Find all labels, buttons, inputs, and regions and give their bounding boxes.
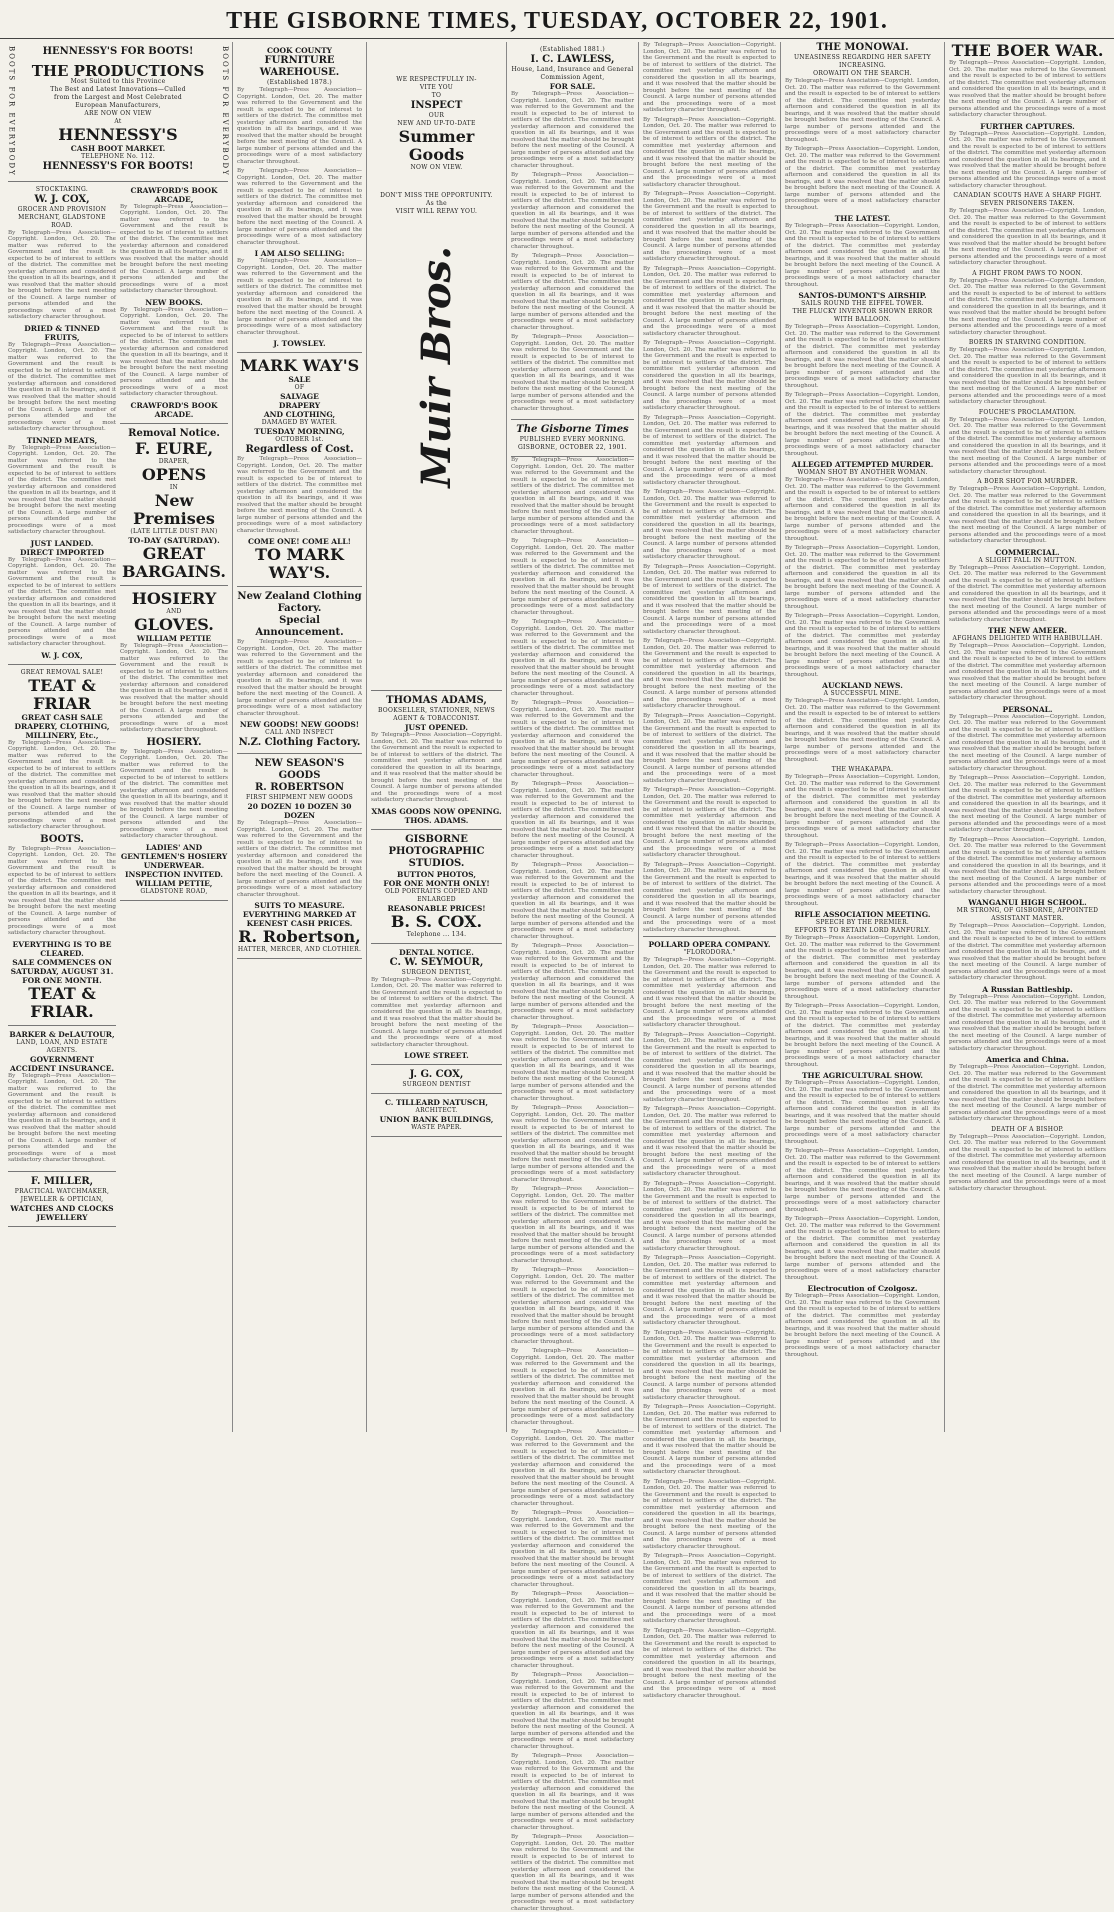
rifle: RIFLE ASSOCIATION MEETING. (794, 910, 931, 919)
seymour: C. W. SEYMOUR, (389, 956, 484, 968)
hennessy-bottom-banner: HENNESSY'S FOR BOOTS! (42, 161, 194, 172)
telephone: Telephone ... 134. (406, 930, 467, 938)
p12: By Telegraph—Press Association—Copyright. London, Oct. 20. The matter was referred to the Government and the result is expected to be of interest to settlers of the district. The committee met yesterday afternoon and considered the question in all its bearings, and it was resolved that the matter should be brought before the next meeting of the Council. A large number of persons attended and the proceedings were of a most satisfactory character throughout. (643, 861, 776, 933)
monowai: THE MONOWAI. (816, 42, 909, 53)
furniture: FURNITURE (264, 55, 335, 66)
p5: By Telegraph—Press Association—Copyright. London, Oct. 20. The matter was referred to the Government and the result is expected to be of interest to settlers of the district. The committee met yesterday afternoon and considered the question in all its bearings, and it was resolved that the matter should be brought before the next meeting of the Council. A large number of persons attended and the proceedings were of a most satisfactory character throughout. (785, 392, 940, 457)
boer-war: THE BOER WAR. (951, 41, 1104, 60)
p20: By Telegraph—Press Association—Copyright. London, Oct. 20. The matter was referred to the Government and the result is expected to be of interest to settlers of the district. The committee met yesterday afternoon and considered the question in all its bearings, and it was resolved that the matter should be brought before the next meeting of the Council. A large number of persons attended and the proceedings were of a most satisfactory character throughout. (643, 1478, 776, 1550)
whakapapa: THE WHAKAPAPA. (831, 766, 894, 773)
bargains: BARGAINS. (122, 561, 226, 581)
column-2 (232, 42, 366, 1432)
alleged: ALLEGED ATTEMPTED MURDER. (791, 460, 934, 469)
p10: By Telegraph—Press Association—Copyright. London, Oct. 20. The matter was referred to the Government and the result is expected to be of interest to settlers of the district. The committee met yesterday afternoon and considered the question in all its bearings, and it was resolved that the matter should be brought before the next meeting of the Council. A large number of persons attended and the proceedings were of a most satisfactory character throughout. (643, 712, 776, 784)
slight-fall: A SLIGHT FALL IN MUTTON. (978, 556, 1077, 564)
new-goods: NEW GOODS! NEW GOODS! (239, 720, 360, 729)
dental-body: By Telegraph—Press Association—Copyright. London, Oct. 20. The matter was referred to the Government and the result is expected to be of interest to settlers of the district. The committee met yesterday afternoon and considered the question in all its bearings, and it was resolved that the matter should be brought before the next meeting of the Council. A large number of persons attended and the proceedings were of a most satisfactory character throughout. (371, 976, 502, 1048)
canadian: CANADIAN SCOUTS HAVE A SHARP FIGHT. (953, 192, 1102, 199)
pettie-ad (120, 586, 228, 901)
mark-body: By Telegraph—Press Association—Copyright. London, Oct. 20. The matter was referred to the Government and the result is expected to be of interest to settlers of the district. The committee met yesterday afternoon and considered the question in all its bearings, and it was resolved that the matter should be brought before the next meeting of the Council. A large number of persons attended and the proceedings were of a most satisfactory character throughout. (237, 456, 362, 534)
p8: By Telegraph—Press Association—Copyright. London, Oct. 20. The matter was referred to the Government and the result is expected to be of interest to settlers of the district. The committee met yesterday afternoon and considered the question in all its bearings, and it was resolved that the matter should be brought before the next meeting of the Council. A large number of persons attended and the proceedings were of a most satisfactory character throughout. (643, 563, 776, 635)
p12: By Telegraph—Press Association—Copyright. London, Oct. 20. The matter was referred to the Government and the result is expected to be of interest to settlers of the district. The committee met yesterday afternoon and considered the question in all its bearings, and it was resolved that the matter should be brought before the next meeting of the Council. A large number of persons attended and the proceedings were of a most satisfactory character throughout. (785, 935, 940, 1000)
p16: By Telegraph—Press Association—Copyright. London, Oct. 20. The matter was referred to the Government and the result is expected to be of interest to settlers of the district. The committee met yesterday afternoon and considered the question in all its bearings, and it was resolved that the matter should be brought before the next meeting of the Council. A large number of persons attended and the proceedings were of a most satisfactory character throughout. (511, 1672, 634, 1750)
personal: PERSONAL. (1002, 704, 1053, 714)
established: (Established 1881.) (540, 46, 605, 53)
new-books: NEW BOOKS. (145, 297, 203, 307)
woman: WOMAN SHOT BY ANOTHER WOMAN. (797, 469, 928, 476)
hosiery: HOSIERY (131, 588, 217, 608)
crawford-ad (120, 182, 228, 424)
mark-ways: MARK WAY'S (239, 356, 360, 375)
death: DEATH OF A BISHOP. (991, 1125, 1064, 1133)
cox-body-3: By Telegraph—Press Association—Copyright. London, Oct. 20. The matter was referred to the Government and the result is expected to be of interest to settlers of the district. The committee met yesterday afternoon and considered the question in all its bearings, and it was resolved that the matter should be brought before the next meeting of the Council. A large number of persons attended and the proceedings were of a most satisfactory character throughout. (8, 444, 116, 536)
cox-body: By Telegraph—Press Association—Copyright. London, Oct. 20. The matter was referred to the Government and the result is expected to be of interest to settlers of the district. The committee met yesterday afternoon and considered the question in all its bearings, and it was resolved that the matter should be brought before the next meeting of the Council. A large number of persons attended and the proceedings were of a most satisfactory character throughout. (8, 229, 116, 321)
p2: By Telegraph—Press Association—Copyright. London, Oct. 20. The matter was referred to the Government and the result is expected to be of interest to settlers of the district. The committee met yesterday afternoon and considered the question in all its bearings, and it was resolved that the matter should be brought before the next meeting of the Council. A large number of persons attended and the proceedings were of a most satisfactory character throughout. (643, 116, 776, 188)
xmas: XMAS GOODS NOW OPENING. (371, 806, 502, 816)
boer-shot: A BOER SHOT FOR MURDER. (977, 478, 1078, 485)
boers: BOERS IN STARVING CONDITION. (968, 339, 1087, 346)
col1-two-up (8, 182, 228, 1227)
crawford: CRAWFORD'S BOOK ARCADE, (130, 185, 218, 204)
cook-body-3: By Telegraph—Press Association—Copyright. London, Oct. 20. The matter was referred to the Government and the result is expected to be of interest to settlers of the district. The committee met yesterday afternoon and considered the question in all its bearings, and it was resolved that the matter should be brought before the next meeting of the Council. A large number of persons attended and the proceedings were of a most satisfactory character throughout. (237, 258, 362, 336)
regardless: Regardless of Cost. (245, 444, 354, 455)
orowaiti: OROWAITI ON THE SEARCH. (813, 70, 912, 77)
and: AND (166, 607, 182, 615)
cox-item-1: DRIED & TINNED FRUITS, (24, 323, 100, 342)
p5: By Telegraph—Press Association—Copyright. London, Oct. 20. The matter was referred to the Government and the result is expected to be of interest to settlers of the district. The committee met yesterday afternoon and considered the question in all its bearings, and it was resolved that the matter should be brought before the next meeting of the Council. A large number of persons attended and the proceedings were of a most satisfactory character throughout. (643, 340, 776, 411)
side-text-left: BOOTS FOR EVERYBODY (7, 46, 16, 177)
commercial: COMMERCIAL. (995, 547, 1060, 557)
crawford-body-2: By Telegraph—Press Association—Copyright. London, Oct. 20. The matter was referred to the Government and the result is expected to be of interest to settlers of the district. The committee met yesterday afternoon and considered the question in all its bearings, and it was resolved that the matter should be brought before the next meeting of the Council. A large number of persons attended and the proceedings were of a most satisfactory character throughout. (120, 306, 228, 398)
date: GISBORNE, OCTOBER 22, 1901. (517, 444, 628, 451)
p4: By Telegraph—Press Association—Copyright. London, Oct. 20. The matter was referred to the Government and the result is expected to be of interest to settlers of the district. The committee met yesterday afternoon and considered the question in all its bearings, and it was resolved that the matter should be brought before the next meeting of the Council. A large number of persons attended and the proceedings were of a most satisfactory character throughout. (785, 324, 940, 389)
everything-2: EVERYTHING MARKED AT KEENEST CASH PRICES. (242, 910, 357, 928)
union: UNION BANK BUILDINGS, (379, 1115, 494, 1124)
barker: BARKER & DeLAUTOUR, (9, 1029, 115, 1039)
sails: SAILS ROUND THE EIFFEL TOWER. (801, 300, 924, 307)
p22: By Telegraph—Press Association—Copyright. London, Oct. 20. The matter was referred to the Government and the result is expected to be of interest to settlers of the district. The committee met yesterday afternoon and considered the question in all its bearings, and it was resolved that the matter should be brought before the next meeting of the Council. A large number of persons attended and the proceedings were of a most satisfactory character throughout. (643, 1627, 776, 1699)
damaged: DAMAGED BY WATER. (261, 419, 338, 426)
dental-ad (371, 944, 502, 1066)
p13: By Telegraph—Press Association—Copyright. London, Oct. 20. The matter was referred to the Government and the result is expected to be of interest to settlers of the district. The committee met yesterday afternoon and considered the question in all its bearings, and it was resolved that the matter should be brought before the next meeting of the Council. A large number of persons attended and the proceedings were of a most satisfactory character throughout. (785, 1003, 940, 1068)
santos: SANTOS-DUMONT'S AIRSHIP. (798, 291, 927, 300)
p2: By Telegraph—Press Association—Copyright. London, Oct. 20. The matter was referred to the Government and the result is expected to be of interest to settlers of the district. The committee met yesterday afternoon and considered the question in all its bearings, and it was resolved that the matter should be brought before the next meeting of the Council. A large number of persons attended and the proceedings were of a most satisfactory character throughout. (511, 538, 634, 616)
fight: A FIGHT FROM PAWS TO NOON. (972, 269, 1083, 277)
p18: By Telegraph—Press Association—Copyright. London, Oct. 20. The matter was referred to the Government and the result is expected to be of interest to settlers of the district. The committee met yesterday afternoon and considered the question in all its bearings, and it was resolved that the matter should be brought before the next meeting of the Council. A large number of persons attended and the proceedings were of a most satisfactory character throughout. (511, 1834, 634, 1912)
p21: By Telegraph—Press Association—Copyright. London, Oct. 20. The matter was referred to the Government and the result is expected to be of interest to settlers of the district. The committee met yesterday afternoon and considered the question in all its bearings, and it was resolved that the matter should be brought before the next meeting of the Council. A large number of persons attended and the proceedings were of a most satisfactory character throughout. (643, 1553, 776, 1624)
nz-body: By Telegraph—Press Association—Copyright. London, Oct. 20. The matter was referred to the Government and the result is expected to be of interest to settlers of the district. The committee met yesterday afternoon and considered the question in all its bearings, and it was resolved that the matter should be brought before the next meeting of the Council. A large number of persons attended and the proceedings were of a most satisfactory character throughout. (237, 639, 362, 717)
p9: By Telegraph—Press Association—Copyright. London, Oct. 20. The matter was referred to the Government and the result is expected to be of interest to settlers of the district. The committee met yesterday afternoon and considered the question in all its bearings, and it was resolved that the matter should be brought before the next meeting of the Council. A large number of persons attended and the proceedings were of a most satisfactory character throughout. (643, 638, 776, 709)
robertson-body: By Telegraph—Press Association—Copyright. London, Oct. 20. The matter was referred to the Government and the result is expected to be of interest to settlers of the district. The committee met yesterday afternoon and considered the question in all its bearings, and it was resolved that the matter should be brought before the next meeting of the Council. A large number of persons attended and the proceedings were of a most satisfactory character throughout. (237, 820, 362, 898)
thomas-sub: BOOKSELLER, STATIONER, NEWS AGENT & TOBACCONIST. (377, 707, 496, 722)
come-one: COME ONE! COME ALL! (248, 537, 351, 546)
p4: By Telegraph—Press Association—Copyright. London, Oct. 20. The matter was referred to the Government and the result is expected to be of interest to settlers of the district. The committee met yesterday afternoon and considered the question in all its bearings, and it was resolved that the matter should be brought before the next meeting of the Council. A large number of persons attended and the proceedings were of a most satisfactory character throughout. (511, 700, 634, 778)
p7: By Telegraph—Press Association—Copyright. London, Oct. 20. The matter was referred to the Government and the result is expected to be of interest to settlers of the district. The committee met yesterday afternoon and considered the question in all its bearings, and it was resolved that the matter should be brought before the next meeting of the Council. A large number of persons attended and the proceedings were of a most satisfactory character throughout. (511, 943, 634, 1021)
our: OUR (428, 112, 445, 119)
p4: By Telegraph—Press Association—Copyright. London, Oct. 20. The matter was referred to the Government and the result is expected to be of interest to settlers of the district. The committee met yesterday afternoon and considered the question in all its bearings, and it was resolved that the matter should be brought before the next meeting of the Council. A large number of persons attended and the proceedings were of a most satisfactory character throughout. (643, 265, 776, 337)
natusch-ad (371, 1094, 502, 1137)
side-text-right: BOOTS FOR EVERYBODY (221, 46, 229, 177)
cox-sub: GROCER AND PROVISION MERCHANT, GLADSTONE ROAD. (17, 205, 107, 229)
to: TO (431, 92, 442, 99)
special: Special Announcement. (255, 615, 344, 638)
column-7 (944, 42, 1110, 1432)
newspaper-masthead: THE GISBORNE TIMES, TUESDAY, OCTOBER 22, 1901. (0, 8, 1114, 39)
vite: VITE YOU (419, 84, 454, 91)
visit: VISIT WILL REPAY YOU. (395, 208, 478, 215)
p17: By Telegraph—Press Association—Copyright. London, Oct. 20. The matter was referred to the Government and the result is expected to be of interest to settlers of the district. The committee met yesterday afternoon and considered the question in all its bearings, and it was resolved that the matter should be brought before the next meeting of the Council. A large number of persons attended and the proceedings were of a most satisfactory character throughout. (643, 1255, 776, 1326)
surgeon: SURGEON DENTIST, (401, 968, 472, 976)
cox-heading: W. J. COX, (34, 193, 90, 205)
clothing: AND CLOTHING, (263, 410, 336, 419)
p16: By Telegraph—Press Association—Copyright. London, Oct. 20. The matter was referred to the Government and the result is expected to be of interest to settlers of the district. The committee met yesterday afternoon and considered the question in all its bearings, and it was resolved that the matter should be brought before the next meeting of the Council. A large number of persons attended and the proceedings were of a most satisfactory character throughout. (643, 1180, 776, 1252)
thos: THOS. ADAMS. (404, 815, 469, 825)
new-seasons: NEW SEASON'S GOODS (254, 758, 345, 781)
pollard-heading: POLLARD OPERA COMPANY. (648, 940, 771, 949)
productions-heading: THE PRODUCTIONS (31, 62, 205, 80)
afghans: AFGHANS DELIGHTED WITH HABIBULLAH. (952, 635, 1103, 642)
lawless-body: By Telegraph—Press Association—Copyright. London, Oct. 20. The matter was referred to the Government and the result is expected to be of interest to settlers of the district. The committee met yesterday afternoon and considered the question in all its bearings, and it was resolved that the matter should be brought before the next meeting of the Council. A large number of persons attended and the proceedings were of a most satisfactory character throughout. (511, 91, 634, 169)
reasonable: REASONABLE PRICES! (387, 903, 486, 913)
watches: WATCHES AND CLOCKS (10, 1203, 114, 1213)
summer: Summer Goods (398, 127, 475, 164)
p7: By Telegraph—Press Association—Copyright. London, Oct. 20. The matter was referred to the Government and the result is expected to be of interest to settlers of the district. The committee met yesterday afternoon and considered the question in all its bearings, and it was resolved that the matter should be brought before the next meeting of the Council. A large number of persons attended and the proceedings were of a most satisfactory character throughout. (643, 489, 776, 560)
muir-ad (371, 42, 502, 691)
cox-sign: W. J. COX, (41, 650, 83, 660)
p13: By Telegraph—Press Association—Copyright. London, Oct. 20. The matter was referred to the Government and the result is expected to be of interest to settlers of the district. The committee met yesterday afternoon and considered the question in all its bearings, and it was resolved that the matter should be brought before the next meeting of the Council. A large number of persons attended and the proceedings were of a most satisfactory character throughout. (643, 957, 776, 1028)
nz-clothing: New Zealand Clothing Factory. (237, 591, 362, 614)
speech: SPEECH BY THE PREMIER. (815, 919, 910, 926)
p6: By Telegraph—Press Association—Copyright. London, Oct. 20. The matter was referred to the Government and the result is expected to be of interest to settlers of the district. The committee met yesterday afternoon and considered the question in all its bearings, and it was resolved that the matter should be brought before the next meeting of the Council. A large number of persons attended and the proceedings were of a most satisfactory character throughout. (949, 416, 1106, 475)
productions-line-1: Most Suited to this Province (70, 78, 166, 85)
in: IN (169, 483, 179, 491)
divider (643, 936, 776, 937)
drapery: DRAPERY (278, 401, 321, 410)
p1: By Telegraph—Press Association—Copyright. London, Oct. 20. The matter was referred to the Government and the result is expected to be of interest to settlers of the district. The committee met yesterday afternoon and considered the question in all its bearings, and it was resolved that the matter should be brought before the next meeting of the Council. A large number of persons attended and the proceedings were of a most satisfactory character throughout. (785, 78, 940, 143)
cox-item-4: DIRECT IMPORTED (19, 547, 104, 557)
call: CALL AND INSPECT (265, 729, 334, 736)
bscox: B. S. COX. (390, 911, 483, 931)
jewellery: JEWELLERY (36, 1212, 88, 1222)
great-removal: GREAT REMOVAL SALE! (20, 668, 104, 676)
pettie-body-2: By Telegraph—Press Association—Copyright. London, Oct. 20. The matter was referred to the Government and the result is expected to be of interest to settlers of the district. The committee met yesterday afternoon and considered the question in all its bearings, and it was resolved that the matter should be brought before the next meeting of the Council. A large number of persons attended and the proceedings were of a most satisfactory character throughout. (120, 748, 228, 840)
teat-friar-2: TEAT & FRIAR. (28, 983, 96, 1021)
monowai-sub: UNEASINESS REGARDING HER SAFETY INCREASING. (793, 54, 932, 69)
column-4 (506, 42, 638, 1912)
crawford-body: By Telegraph—Press Association—Copyright. London, Oct. 20. The matter was referred to the Government and the result is expected to be of interest to settlers of the district. The committee met yesterday afternoon and considered the question in all its bearings, and it was resolved that the matter should be brought before the next meeting of the Council. A large number of persons attended and the proceedings were of a most satisfactory character throughout. (120, 203, 228, 295)
hennessy-ad (8, 42, 228, 182)
electrocution: Electrocution of Czolgosz. (807, 1284, 918, 1293)
sale: SALE (288, 375, 311, 384)
we-respectfully: WE RESPECTFULLY IN- (396, 76, 477, 83)
america: America and China. (986, 1055, 1069, 1064)
p12: By Telegraph—Press Association—Copyright. London, Oct. 20. The matter was referred to the Government and the result is expected to be of interest to settlers of the district. The committee met yesterday afternoon and considered the question in all its bearings, and it was resolved that the matter should be brought before the next meeting of the Council. A large number of persons attended and the proceedings were of a most satisfactory character throughout. (949, 836, 1106, 895)
productions-line-6: At (114, 118, 122, 125)
p8: By Telegraph—Press Association—Copyright. London, Oct. 20. The matter was referred to the Government and the result is expected to be of interest to settlers of the district. The committee met yesterday afternoon and considered the question in all its bearings, and it was resolved that the matter should be brought before the next meeting of the Council. A large number of persons attended and the proceedings were of a most satisfactory character throughout. (511, 1024, 634, 1102)
cook-county: COOK COUNTY (267, 46, 332, 55)
lawless-body-2: By Telegraph—Press Association—Copyright. London, Oct. 20. The matter was referred to the Government and the result is expected to be of interest to settlers of the district. The committee met yesterday afternoon and considered the question in all its bearings, and it was resolved that the matter should be brought before the next meeting of the Council. A large number of persons attended and the proceedings were of a most satisfactory character throughout. (511, 172, 634, 250)
p17: By Telegraph—Press Association—Copyright. London, Oct. 20. The matter was referred to the Government and the result is expected to be of interest to settlers of the district. The committee met yesterday afternoon and considered the question in all its bearings, and it was resolved that the matter should be brought before the next meeting of the Council. A large number of persons attended and the proceedings were of a most satisfactory character throughout. (785, 1293, 940, 1358)
now: NOW ON VIEW. (410, 164, 463, 171)
hennessy-top-banner: HENNESSY'S FOR BOOTS! (42, 46, 194, 57)
cox-body-2: By Telegraph—Press Association—Copyright. London, Oct. 20. The matter was referred to the Government and the result is expected to be of interest to settlers of the district. The committee met yesterday afternoon and considered the question in all its bearings, and it was resolved that the matter should be brought before the next meeting of the Council. A large number of persons attended and the proceedings were of a most satisfactory character throughout. (8, 341, 116, 433)
great-cash-sale: GREAT CASH SALE (21, 712, 103, 722)
teat-friar: TEAT & FRIAR (28, 675, 96, 713)
p3: By Telegraph—Press Association—Copyright. London, Oct. 20. The matter was referred to the Government and the result is expected to be of interest to settlers of the district. The committee met yesterday afternoon and considered the question in all its bearings, and it was resolved that the matter should be brought before the next meeting of the Council. A large number of persons attended and the proceedings were of a most satisfactory character throughout. (949, 208, 1106, 266)
russian: A Russian Battleship. (982, 984, 1073, 994)
fouche: FOUCHE'S PROCLAMATION. (978, 408, 1077, 416)
p9: By Telegraph—Press Association—Copyright. London, Oct. 20. The matter was referred to the Government and the result is expected to be of interest to settlers of the district. The committee met yesterday afternoon and considered the question in all its bearings, and it was resolved that the matter should be brought before the next meeting of the Council. A large number of persons attended and the proceedings were of a most satisfactory character throughout. (785, 698, 940, 763)
p13: By Telegraph—Press Association—Copyright. London, Oct. 20. The matter was referred to the Government and the result is expected to be of interest to settlers of the district. The committee met yesterday afternoon and considered the question in all its bearings, and it was resolved that the matter should be brought before the next meeting of the Council. A large number of persons attended and the proceedings were of a most satisfactory character throughout. (949, 923, 1106, 981)
jgcox-ad (371, 1065, 502, 1094)
mark-ways-ad (237, 353, 362, 587)
p7: By Telegraph—Press Association—Copyright. London, Oct. 20. The matter was referred to the Government and the result is expected to be of interest to settlers of the district. The committee met yesterday afternoon and considered the question in all its bearings, and it was resolved that the matter should be brought before the next meeting of the Council. A large number of persons attended and the proceedings were of a most satisfactory character throughout. (949, 486, 1106, 544)
teat-body: By Telegraph—Press Association—Copyright. London, Oct. 20. The matter was referred to the Government and the result is expected to be of interest to settlers of the district. The committee met yesterday afternoon and considered the question in all its bearings, and it was resolved that the matter should be brought before the next meeting of the Council. A large number of persons attended and the proceedings were of a most satisfactory character throughout. (8, 739, 116, 831)
miller-ad (8, 1172, 116, 1227)
eure: F. EURE, (134, 438, 214, 458)
pettie-body: By Telegraph—Press Association—Copyright. London, Oct. 20. The matter was referred to the Government and the result is expected to be of interest to settlers of the district. The committee met yesterday afternoon and considered the question in all its bearings, and it was resolved that the matter should be brought before the next meeting of the Council. A large number of persons attended and the proceedings were of a most satisfactory character throughout. (120, 642, 228, 734)
p9: By Telegraph—Press Association—Copyright. London, Oct. 20. The matter was referred to the Government and the result is expected to be of interest to settlers of the district. The committee met yesterday afternoon and considered the question in all its bearings, and it was resolved that the matter should be brought before the next meeting of the Council. A large number of persons attended and the proceedings were of a most satisfactory character throughout. (949, 643, 1106, 701)
everything: EVERYTHING IS TO BE CLEARED. (12, 939, 112, 958)
productions-line-3: from the Largest and Most Celebrated (53, 94, 183, 101)
draper: DRAPER, (158, 457, 190, 465)
p8: By Telegraph—Press Association—Copyright. London, Oct. 20. The matter was referred to the Government and the result is expected to be of interest to settlers of the district. The committee met yesterday afternoon and considered the question in all its bearings, and it was resolved that the matter should be brought before the next meeting of the Council. A large number of persons attended and the proceedings were of a most satisfactory character throughout. (785, 613, 940, 678)
hosiery-2: HOSIERY. (146, 736, 202, 748)
for-one-month: FOR ONE MONTH. (22, 975, 102, 985)
inspection: INSPECTION INVITED. (124, 869, 224, 879)
gov-insurance: GOVERNMENT ACCIDENT INSURANCE. (9, 1054, 115, 1073)
cox-body-4: By Telegraph—Press Association—Copyright. London, Oct. 20. The matter was referred to the Government and the result is expected to be of interest to settlers of the district. The committee met yesterday afternoon and considered the question in all its bearings, and it was resolved that the matter should be brought before the next meeting of the Council. A large number of persons attended and the proceedings were of a most satisfactory character throughout. (8, 556, 116, 648)
surgeon-2: SURGEON DENTIST (402, 1081, 471, 1088)
drapery: DRAPERY, CLOTHING, MILLINERY, Etc., (14, 721, 110, 740)
p16: By Telegraph—Press Association—Copyright. London, Oct. 20. The matter was referred to the Government and the result is expected to be of interest to settlers of the district. The committee met yesterday afternoon and considered the question in all its bearings, and it was resolved that the matter should be brought before the next meeting of the Council. A large number of persons attended and the proceedings were of a most satisfactory character throughout. (785, 1216, 940, 1281)
wanganui: WANGANUI HIGH SCHOOL. (968, 898, 1087, 907)
cox-item-2: TINNED MEATS, (26, 435, 98, 445)
p18: By Telegraph—Press Association—Copyright. London, Oct. 20. The matter was referred to the Government and the result is expected to be of interest to settlers of the district. The committee met yesterday afternoon and considered the question in all its bearings, and it was resolved that the matter should be brought before the next meeting of the Council. A large number of persons attended and the proceedings were of a most satisfactory character throughout. (643, 1329, 776, 1401)
miller: F. MILLER, (30, 1175, 94, 1187)
nz-clothing-2: N.Z. Clothing Factory. (238, 737, 361, 748)
p2: By Telegraph—Press Association—Copyright. London, Oct. 20. The matter was referred to the Government and the result is expected to be of interest to settlers of the district. The committee met yesterday afternoon and considered the question in all its bearings, and it was resolved that the matter should be brought before the next meeting of the Council. A large number of persons attended and the proceedings were of a most satisfactory character throughout. (785, 146, 940, 211)
button: BUTTON PHOTOS, (397, 869, 476, 879)
robertson: R. ROBERTSON (254, 782, 345, 793)
p3: By Telegraph—Press Association—Copyright. London, Oct. 20. The matter was referred to the Government and the result is expected to be of interest to settlers of the district. The committee met yesterday afternoon and considered the question in all its bearings, and it was resolved that the matter should be brought before the next meeting of the Council. A large number of persons attended and the proceedings were of a most satisfactory character throughout. (511, 619, 634, 697)
productions-line-2: The Best and Latest Innovations—Culled (50, 86, 186, 93)
col1-right (120, 182, 228, 1227)
new-ameer: THE NEW AMEER. (988, 626, 1067, 635)
towsley: J. TOWSLEY. (273, 339, 326, 348)
natusch: C. TILLEARD NATUSCH, (384, 1098, 489, 1107)
also-selling: I AM ALSO SELLING: (254, 249, 345, 258)
pettie-addr: GLADSTONE ROAD, (140, 887, 208, 895)
removal-notice: Removal Notice. (128, 427, 220, 439)
p2: By Telegraph—Press Association—Copyright. London, Oct. 20. The matter was referred to the Government and the result is expected to be of interest to settlers of the district. The committee met yesterday afternoon and considered the question in all its bearings, and it was resolved that the matter should be brought before the next meeting of the Council. A large number of persons attended and the proceedings were of a most satisfactory character throughout. (949, 130, 1106, 189)
barker-ad (8, 1026, 116, 1172)
p6: By Telegraph—Press Association—Copyright. London, Oct. 20. The matter was referred to the Government and the result is expected to be of interest to settlers of the district. The committee met yesterday afternoon and considered the question in all its bearings, and it was resolved that the matter should be brought before the next meeting of the Council. A large number of persons attended and the proceedings were of a most satisfactory character throughout. (643, 414, 776, 486)
adams-ad (371, 691, 502, 830)
boots: BOOTS. (40, 833, 84, 845)
agricultural: THE AGRICULTURAL SHOW. (801, 1071, 924, 1080)
robertson-sub: HATTER, MERCER, AND CLOTHIER. (237, 946, 362, 953)
lawless: I. C. LAWLESS, (530, 54, 615, 65)
p14: By Telegraph—Press Association—Copyright. London, Oct. 20. The matter was referred to the Government and the result is expected to be of interest to settlers of the district. The committee met yesterday afternoon and considered the question in all its bearings, and it was resolved that the matter should be brought before the next meeting of the Council. A large number of persons attended and the proceedings were of a most satisfactory character throughout. (949, 993, 1106, 1052)
productions-line-5: ARE NOW ON VIEW (84, 110, 152, 117)
p11: By Telegraph—Press Association—Copyright. London, Oct. 20. The matter was referred to the Government and the result is expected to be of interest to settlers of the district. The committee met yesterday afternoon and considered the question in all its bearings, and it was resolved that the matter should be brought before the next meeting of the Council. A large number of persons attended and the proceedings were of a most satisfactory character throughout. (949, 775, 1106, 833)
p14: By Telegraph—Press Association—Copyright. London, Oct. 20. The matter was referred to the Government and the result is expected to be of interest to settlers of the district. The committee met yesterday afternoon and considered the question in all its bearings, and it was resolved that the matter should be brought before the next meeting of the Council. A large number of persons attended and the proceedings were of a most satisfactory character throughout. (643, 1031, 776, 1103)
stocktaking: STOCKTAKING. (35, 185, 89, 193)
efforts: EFFORTS TO RETAIN LORD RANFURLY. (794, 927, 931, 934)
productions-line-4: European Manufacturers, (75, 102, 161, 109)
teat-body-2: By Telegraph—Press Association—Copyright. London, Oct. 20. The matter was referred to the Government and the result is expected to be of interest to settlers of the district. The committee met yesterday afternoon and considered the question in all its bearings, and it was resolved that the matter should be brought before the next meeting of the Council. A large number of persons attended and the proceedings were of a most satisfactory character throughout. (8, 845, 116, 937)
p13: By Telegraph—Press Association—Copyright. London, Oct. 20. The matter was referred to the Government and the result is expected to be of interest to settlers of the district. The committee met yesterday afternoon and considered the question in all its bearings, and it was resolved that the matter should be brought before the next meeting of the Council. A large number of persons attended and the proceedings were of a most satisfactory character throughout. (511, 1429, 634, 1507)
just-opened: JUST OPENED. (404, 723, 468, 732)
miller-sub: PRACTICAL WATCHMAKER, JEWELLER & OPTICIAN, (14, 1187, 110, 1203)
column-6 (780, 42, 944, 1432)
p7: By Telegraph—Press Association—Copyright. London, Oct. 20. The matter was referred to the Government and the result is expected to be of interest to settlers of the district. The committee met yesterday afternoon and considered the question in all its bearings, and it was resolved that the matter should be brought before the next meeting of the Council. A large number of persons attended and the proceedings were of a most satisfactory character throughout. (785, 545, 940, 610)
brand-wrap (371, 246, 502, 488)
cox-ad (8, 182, 116, 665)
opens: OPENS (141, 464, 207, 484)
lawless-body-4: By Telegraph—Press Association—Copyright. London, Oct. 20. The matter was referred to the Government and the result is expected to be of interest to settlers of the district. The committee met yesterday afternoon and considered the question in all its bearings, and it was resolved that the matter should be brought before the next meeting of the Council. A large number of persons attended and the proceedings were of a most satisfactory character throughout. (511, 334, 634, 412)
strong: MR STRONG, OF GISBORNE, APPOINTED ASSISTANT MASTER. (956, 907, 1099, 922)
dont-miss: DON'T MISS THE OPPORTUNITY. (380, 192, 493, 199)
cook-body-2: By Telegraph—Press Association—Copyright. London, Oct. 20. The matter was referred to the Government and the result is expected to be of interest to settlers of the district. The committee met yesterday afternoon and considered the question in all its bearings, and it was resolved that the matter should be brought before the next meeting of the Council. A large number of persons attended and the proceedings were of a most satisfactory character throughout. (237, 168, 362, 246)
suits: SUITS TO MEASURE. (254, 901, 345, 910)
tuesday: TUESDAY MORNING, (254, 427, 345, 436)
column-1 (4, 42, 232, 1432)
teat-friar-ad (8, 665, 116, 1026)
today: TO-DAY (SATURDAY). (128, 535, 220, 545)
telephone: TELEPHONE No. 112. (81, 153, 155, 160)
p9: By Telegraph—Press Association—Copyright. London, Oct. 20. The matter was referred to the Government and the result is expected to be of interest to settlers of the district. The committee met yesterday afternoon and considered the question in all its bearings, and it was resolved that the matter should be brought before the next meeting of the Council. A large number of persons attended and the proceedings were of a most satisfactory character throughout. (511, 1105, 634, 1183)
of: OF (294, 384, 305, 391)
p1: By Telegraph—Press Association—Copyright. London, Oct. 20. The matter was referred to the Government and the result is expected to be of interest to settlers of the district. The committee met yesterday afternoon and considered the question in all its bearings, and it was resolved that the matter should be brought before the next meeting of the Council. A large number of persons attended and the proceedings were of a most satisfactory character throughout. (511, 457, 634, 535)
further: FURTHER CAPTURES. (980, 121, 1075, 131)
lawless-body-3: By Telegraph—Press Association—Copyright. London, Oct. 20. The matter was referred to the Government and the result is expected to be of interest to settlers of the district. The committee met yesterday afternoon and considered the question in all its bearings, and it was resolved that the matter should be brought before the next meeting of the Council. A large number of persons attended and the proceedings were of a most satisfactory character throughout. (511, 253, 634, 331)
established: (Established 1878.) (267, 79, 332, 86)
for-one: FOR ONE MONTH ONLY! (383, 878, 490, 888)
p15: By Telegraph—Press Association—Copyright. London, Oct. 20. The matter was referred to the Government and the result is expected to be of interest to settlers of the district. The committee met yesterday afternoon and considered the question in all its bearings, and it was resolved that the matter should be brought before the next meeting of the Council. A large number of persons attended and the proceedings were of a most satisfactory character throughout. (511, 1591, 634, 1669)
to-mark: TO MARK WAY'S. (255, 545, 344, 582)
fluky: THE FLUCKY INVENTOR SHOWN ERROR WITH BALLOON. (792, 308, 933, 323)
latest: THE LATEST. (834, 214, 891, 223)
p15: By Telegraph—Press Association—Copyright. London, Oct. 20. The matter was referred to the Government and the result is expected to be of interest to settlers of the district. The committee met yesterday afternoon and considered the question in all its bearings, and it was resolved that the matter should be brought before the next meeting of the Council. A large number of persons attended and the proceedings were of a most satisfactory character throughout. (785, 1148, 940, 1213)
published: PUBLISHED EVERY MORNING. (519, 436, 626, 443)
waste: WASTE PAPER. (411, 1124, 462, 1131)
column-3 (366, 42, 506, 1432)
seven: SEVEN PRISONERS TAKEN. (980, 200, 1075, 207)
pettie-2: WILLIAM PETTIE, (135, 878, 213, 888)
gloves: GLOVES. (134, 614, 214, 634)
p1: By Telegraph—Press Association—Copyright. London, Oct. 20. The matter was referred to the Government and the result is expected to be of interest to settlers of the district. The committee met yesterday afternoon and considered the question in all its bearings, and it was resolved that the matter should be brought before the next meeting of the Council. A large number of persons attended and the proceedings were of a most satisfactory character throughout. (643, 42, 776, 113)
cash-boot-market: CASH BOOT MARKET. (70, 144, 166, 153)
old-portraits: OLD PORTRAITS COPIED AND ENLARGED (385, 887, 488, 903)
photo: GISBORNE PHOTOGRAPHIC STUDIOS. (388, 833, 485, 869)
p5: By Telegraph—Press Association—Copyright. London, Oct. 20. The matter was referred to the Government and the result is expected to be of interest to settlers of the district. The committee met yesterday afternoon and considered the question in all its bearings, and it was resolved that the matter should be brought before the next meeting of the Council. A large number of persons attended and the proceedings were of a most satisfactory character throughout. (511, 781, 634, 859)
p5: By Telegraph—Press Association—Copyright. London, Oct. 20. The matter was referred to the Government and the result is expected to be of interest to settlers of the district. The committee met yesterday afternoon and considered the question in all its bearings, and it was resolved that the matter should be brought before the next meeting of the Council. A large number of persons attended and the proceedings were of a most satisfactory character throughout. (949, 347, 1106, 405)
nz-clothing-ad (237, 587, 362, 754)
photo-ad (371, 830, 502, 944)
robertson-2: R. Robertson, (238, 927, 361, 946)
hennessys-name: HENNESSY'S (58, 125, 178, 144)
successful: A SUCCESSFUL MINE. (823, 690, 902, 697)
lawless-ad (511, 42, 634, 420)
inspect: INSPECT (410, 100, 463, 111)
salvage: SALVAGE (280, 392, 319, 401)
p10: By Telegraph—Press Association—Copyright. London, Oct. 20. The matter was referred to the Government and the result is expected to be of interest to settlers of the district. The committee met yesterday afternoon and considered the question in all its bearings, and it was resolved that the matter should be brought before the next meeting of the Council. A large number of persons attended and the proceedings were of a most satisfactory character throughout. (949, 713, 1106, 772)
pettie: WILLIAM PETTIE (136, 633, 212, 643)
auckland: AUCKLAND NEWS. (822, 681, 903, 690)
new-premises: New Premises (133, 490, 215, 528)
sale-commences: SALE COMMENCES ON SATURDAY, AUGUST 31. (10, 957, 114, 976)
p11: By Telegraph—Press Association—Copyright. London, Oct. 20. The matter was referred to the Government and the result is expected to be of interest to settlers of the district. The committee met yesterday afternoon and considered the question in all its bearings, and it was resolved that the matter should be brought before the next meeting of the Council. A large number of persons attended and the proceedings were of a most satisfactory character throughout. (785, 842, 940, 907)
dental: DENTAL NOTICE. (399, 947, 474, 957)
p10: By Telegraph—Press Association—Copyright. London, Oct. 20. The matter was referred to the Government and the result is expected to be of interest to settlers of the district. The committee met yesterday afternoon and considered the question in all its bearings, and it was resolved that the matter should be brought before the next meeting of the Council. A large number of persons attended and the proceedings were of a most satisfactory character throughout. (511, 1186, 634, 1264)
barker-sub: LAND, LOAN, AND ESTATE AGENTS. (16, 1038, 108, 1054)
great: GREAT (142, 543, 206, 563)
florodora: "FLORODORA." (683, 949, 736, 956)
architect: ARCHITECT. (415, 1107, 458, 1114)
late: (LATE LITTLE DUST PAN) (130, 527, 218, 535)
p3: By Telegraph—Press Association—Copyright. London, Oct. 20. The matter was referred to the Government and the result is expected to be of interest to settlers of the district. The committee met yesterday afternoon and considered the question in all its bearings, and it was resolved that the matter should be brought before the next meeting of the Council. A large number of persons attended and the proceedings were of a most satisfactory character throughout. (643, 191, 776, 262)
p19: By Telegraph—Press Association—Copyright. London, Oct. 20. The matter was referred to the Government and the result is expected to be of interest to settlers of the district. The committee met yesterday afternoon and considered the question in all its bearings, and it was resolved that the matter should be brought before the next meeting of the Council. A large number of persons attended and the proceedings were of a most satisfactory character throughout. (643, 1404, 776, 1475)
robertson-ad (237, 754, 362, 959)
p6: By Telegraph—Press Association—Copyright. London, Oct. 20. The matter was referred to the Government and the result is expected to be of interest to settlers of the district. The committee met yesterday afternoon and considered the question in all its bearings, and it was resolved that the matter should be brought before the next meeting of the Council. A large number of persons attended and the proceedings were of a most satisfactory character throughout. (785, 477, 940, 542)
ladies: LADIES' AND GENTLEMEN'S HOSIERY UNDERWEAR. (120, 842, 228, 870)
col4-body (511, 457, 634, 1912)
p14: By Telegraph—Press Association—Copyright. London, Oct. 20. The matter was referred to the Government and the result is expected to be of interest to settlers of the district. The committee met yesterday afternoon and considered the question in all its bearings, and it was resolved that the matter should be brought before the next meeting of the Council. A large number of persons attended and the proceedings were of a most satisfactory character throughout. (785, 1080, 940, 1145)
for-sale: FOR SALE. (549, 82, 596, 91)
thomas: THOMAS ADAMS, (386, 695, 487, 706)
p12: By Telegraph—Press Association—Copyright. London, Oct. 20. The matter was referred to the Government and the result is expected to be of interest to settlers of the district. The committee met yesterday afternoon and considered the question in all its bearings, and it was resolved that the matter should be brought before the next meeting of the Council. A large number of persons attended and the proceedings were of a most satisfactory character throughout. (511, 1348, 634, 1426)
cook-county-ad (237, 42, 362, 353)
cox-item-3: JUST LANDED. (30, 538, 94, 548)
col1-left (8, 182, 116, 1227)
p14: By Telegraph—Press Association—Copyright. London, Oct. 20. The matter was referred to the Government and the result is expected to be of interest to settlers of the district. The committee met yesterday afternoon and considered the question in all its bearings, and it was resolved that the matter should be brought before the next meeting of the Council. A large number of persons attended and the proceedings were of a most satisfactory character throughout. (511, 1510, 634, 1588)
p11: By Telegraph—Press Association—Copyright. London, Oct. 20. The matter was referred to the Government and the result is expected to be of interest to settlers of the district. The committee met yesterday afternoon and considered the question in all its bearings, and it was resolved that the matter should be brought before the next meeting of the Council. A large number of persons attended and the proceedings were of a most satisfactory character throughout. (511, 1267, 634, 1345)
times-masthead (511, 420, 634, 457)
muir-brand: Muir Bros. (412, 246, 460, 488)
lawless-sub: House, Land, Insurance and General Commission Agent, (511, 66, 634, 81)
p1: By Telegraph—Press Association—Copyright. London, Oct. 20. The matter was referred to the Government and the result is expected to be of interest to settlers of the district. The committee met yesterday afternoon and considered the question in all its bearings, and it was resolved that the matter should be brought before the next meeting of the Council. A large number of persons attended and the proceedings were of a most satisfactory character throughout. (949, 60, 1106, 118)
p15: By Telegraph—Press Association—Copyright. London, Oct. 20. The matter was referred to the Government and the result is expected to be of interest to settlers of the district. The committee met yesterday afternoon and considered the question in all its bearings, and it was resolved that the matter should be brought before the next meeting of the Council. A large number of persons attended and the proceedings were of a most satisfactory character throughout. (949, 1064, 1106, 1122)
p15: By Telegraph—Press Association—Copyright. London, Oct. 20. The matter was referred to the Government and the result is expected to be of interest to settlers of the district. The committee met yesterday afternoon and considered the question in all its bearings, and it was resolved that the matter should be brought before the next meeting of the Council. A large number of persons attended and the proceedings were of a most satisfactory character throughout. (643, 1106, 776, 1177)
cook-body: By Telegraph—Press Association—Copyright. London, Oct. 20. The matter was referred to the Government and the result is expected to be of interest to settlers of the district. The committee met yesterday afternoon and considered the question in all its bearings, and it was resolved that the matter should be brought before the next meeting of the Council. A large number of persons attended and the proceedings were of a most satisfactory character throughout. (237, 87, 362, 165)
october: OCTOBER 1st. (275, 436, 324, 443)
p8: By Telegraph—Press Association—Copyright. London, Oct. 20. The matter was referred to the Government and the result is expected to be of interest to settlers of the district. The committee met yesterday afternoon and considered the question in all its bearings, and it was resolved that the matter should be brought before the next meeting of the Council. A large number of persons attended and the proceedings were of a most satisfactory character throughout. (949, 564, 1106, 623)
p16: By Telegraph—Press Association—Copyright. London, Oct. 20. The matter was referred to the Government and the result is expected to be of interest to settlers of the district. The committee met yesterday afternoon and considered the question in all its bearings, and it was resolved that the matter should be brought before the next meeting of the Council. A large number of persons attended and the proceedings were of a most satisfactory character throughout. (949, 1133, 1106, 1192)
eure-ad (120, 424, 228, 586)
dozen: 20 DOZEN 10 DOZEN 30 DOZEN (247, 802, 352, 820)
p4: By Telegraph—Press Association—Copyright. London, Oct. 20. The matter was referred to the Government and the result is expected to be of interest to settlers of the district. The committee met yesterday afternoon and considered the question in all its bearings, and it was resolved that the matter should be brought before the next meeting of the Council. A large number of persons attended and the proceedings were of a most satisfactory character throughout. (949, 277, 1106, 336)
as-the: As the (426, 200, 447, 207)
p10: By Telegraph—Press Association—Copyright. London, Oct. 20. The matter was referred to the Government and the result is expected to be of interest to settlers of the district. The committee met yesterday afternoon and considered the question in all its bearings, and it was resolved that the matter should be brought before the next meeting of the Council. A large number of persons attended and the proceedings were of a most satisfactory character throughout. (785, 774, 940, 839)
crawford-foot: CRAWFORD'S BOOK ARCADE. (130, 400, 218, 419)
p3: By Telegraph—Press Association—Copyright. London, Oct. 20. The matter was referred to the Government and the result is expected to be of interest to settlers of the district. The committee met yesterday afternoon and considered the question in all its bearings, and it was resolved that the matter should be brought before the next meeting of the Council. A large number of persons attended and the proceedings were of a most satisfactory character throughout. (785, 223, 940, 288)
p11: By Telegraph—Press Association—Copyright. London, Oct. 20. The matter was referred to the Government and the result is expected to be of interest to settlers of the district. The committee met yesterday afternoon and considered the question in all its bearings, and it was resolved that the matter should be brought before the next meeting of the Council. A large number of persons attended and the proceedings were of a most satisfactory character throughout. (643, 787, 776, 858)
p17: By Telegraph—Press Association—Copyright. London, Oct. 20. The matter was referred to the Government and the result is expected to be of interest to settlers of the district. The committee met yesterday afternoon and considered the question in all its bearings, and it was resolved that the matter should be brought before the next meeting of the Council. A large number of persons attended and the proceedings were of a most satisfactory character throughout. (511, 1753, 634, 1831)
lowe: LOWE STREET. (404, 1051, 469, 1060)
first-shipment: FIRST SHIPMENT NEW GOODS (246, 794, 353, 801)
column-5 (638, 42, 780, 1699)
new-up: NEW AND UP-TO-DATE (397, 120, 476, 127)
barker-body: By Telegraph—Press Association—Copyright. London, Oct. 20. The matter was referred to the Government and the result is expected to be of interest to settlers of the district. The committee met yesterday afternoon and considered the question in all its bearings, and it was resolved that the matter should be brought before the next meeting of the Council. A large number of persons attended and the proceedings were of a most satisfactory character throughout. (8, 1072, 116, 1164)
jgcox: J. G. COX, (409, 1069, 464, 1080)
p6: By Telegraph—Press Association—Copyright. London, Oct. 20. The matter was referred to the Government and the result is expected to be of interest to settlers of the district. The committee met yesterday afternoon and considered the question in all its bearings, and it was resolved that the matter should be brought before the next meeting of the Council. A large number of persons attended and the proceedings were of a most satisfactory character throughout. (511, 862, 634, 940)
adams-body: By Telegraph—Press Association—Copyright. London, Oct. 20. The matter was referred to the Government and the result is expected to be of interest to settlers of the district. The committee met yesterday afternoon and considered the question in all its bearings, and it was resolved that the matter should be brought before the next meeting of the Council. A large number of persons attended and the proceedings were of a most satisfactory character throughout. (371, 732, 502, 803)
warehouse: WAREHOUSE. (259, 67, 340, 78)
times-title: The Gisborne Times (516, 424, 629, 435)
